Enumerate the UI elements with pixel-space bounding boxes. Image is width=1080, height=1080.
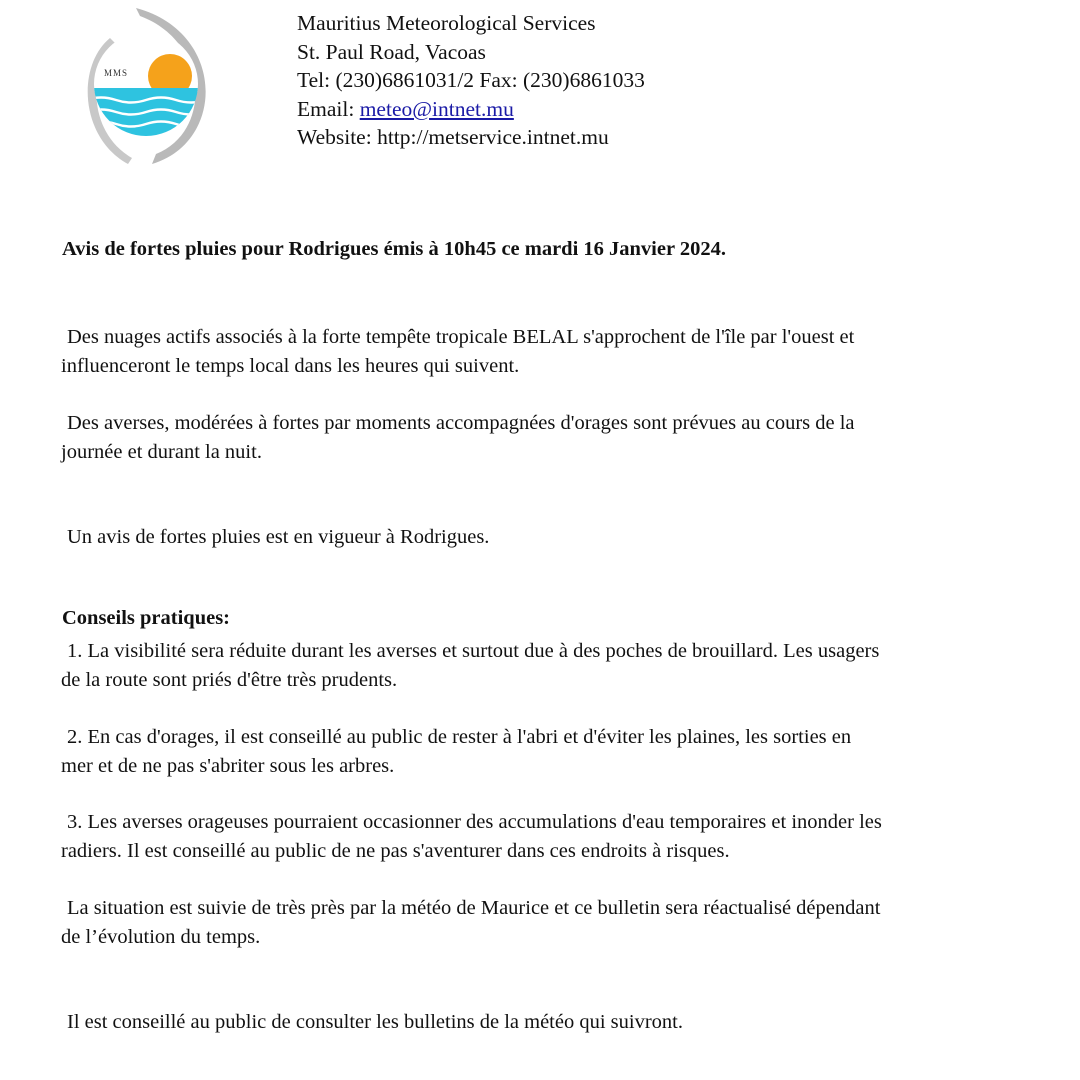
paragraph-situation (61, 894, 1061, 951)
paragraph-line: influenceront le temps local dans les heures qui suivent. (61, 354, 520, 377)
org-email-line (297, 95, 645, 124)
paragraph-line: radiers. Il est conseillé au public de ne pas s'aventurer dans ces endroits à risques. (61, 839, 730, 862)
paragraph-line: 1. La visibilité sera réduite durant les averses et surtout due à des poches de brouillard. Les usagers (67, 640, 880, 662)
paragraph-line: 2. En cas d'orages, il est conseillé au public de rester à l'abri et d'éviter les plaines, les sorties en (67, 726, 852, 748)
email-label: Email: (297, 96, 360, 121)
org-phone-fax: Tel: (230)6861031/2 Fax: (230)6861033 (297, 68, 645, 93)
mms-logo (86, 4, 206, 168)
email-link[interactable]: meteo@intnet.mu (359, 96, 514, 121)
paragraph-line: Il est conseillé au public de consulter les bulletins de la météo qui suivront. (67, 1011, 683, 1033)
advice-item-2 (61, 723, 1061, 780)
paragraph-closing (61, 1008, 1061, 1037)
paragraph-line: 3. Les averses orageuses pourraient occasionner des accumulations d'eau temporaires et inonder les (67, 811, 882, 833)
paragraph-line: journée et durant la nuit. (61, 440, 262, 463)
paragraph-line: Des nuages actifs associés à la forte tempête tropicale BELAL s'approchent de l'île par l'ouest et (67, 326, 855, 348)
paragraph-line: Un avis de fortes pluies est en vigueur à Rodrigues. (67, 526, 490, 548)
letterhead (297, 9, 645, 152)
advice-item-1 (61, 637, 1061, 694)
advice-item-3 (61, 808, 1061, 865)
advice-heading: Conseils pratiques: (62, 607, 231, 629)
bulletin-title: Avis de fortes pluies pour Rodrigues émis à 10h45 ce mardi 16 Janvier 2024. (62, 238, 726, 260)
paragraph-line: de l’évolution du temps. (61, 925, 261, 948)
org-address: St. Paul Road, Vacoas (297, 39, 486, 64)
paragraph-line: La situation est suivie de très près par la météo de Maurice et ce bulletin sera réactualisé dépendant (67, 897, 881, 919)
paragraph-line: mer et de ne pas s'abriter sous les arbres. (61, 754, 395, 777)
paragraph-warning-in-force (61, 523, 1061, 552)
org-website: Website: http://metservice.intnet.mu (297, 125, 609, 150)
paragraph-clouds (61, 323, 1061, 380)
paragraph-line: Des averses, modérées à fortes par moments accompagnées d'orages sont prévues au cours de la (67, 412, 855, 434)
paragraph-showers (61, 409, 1061, 466)
logo-text: MMS (104, 68, 129, 78)
org-name: Mauritius Meteorological Services (297, 11, 596, 35)
paragraph-line: de la route sont priés d'être très prudents. (61, 668, 398, 691)
